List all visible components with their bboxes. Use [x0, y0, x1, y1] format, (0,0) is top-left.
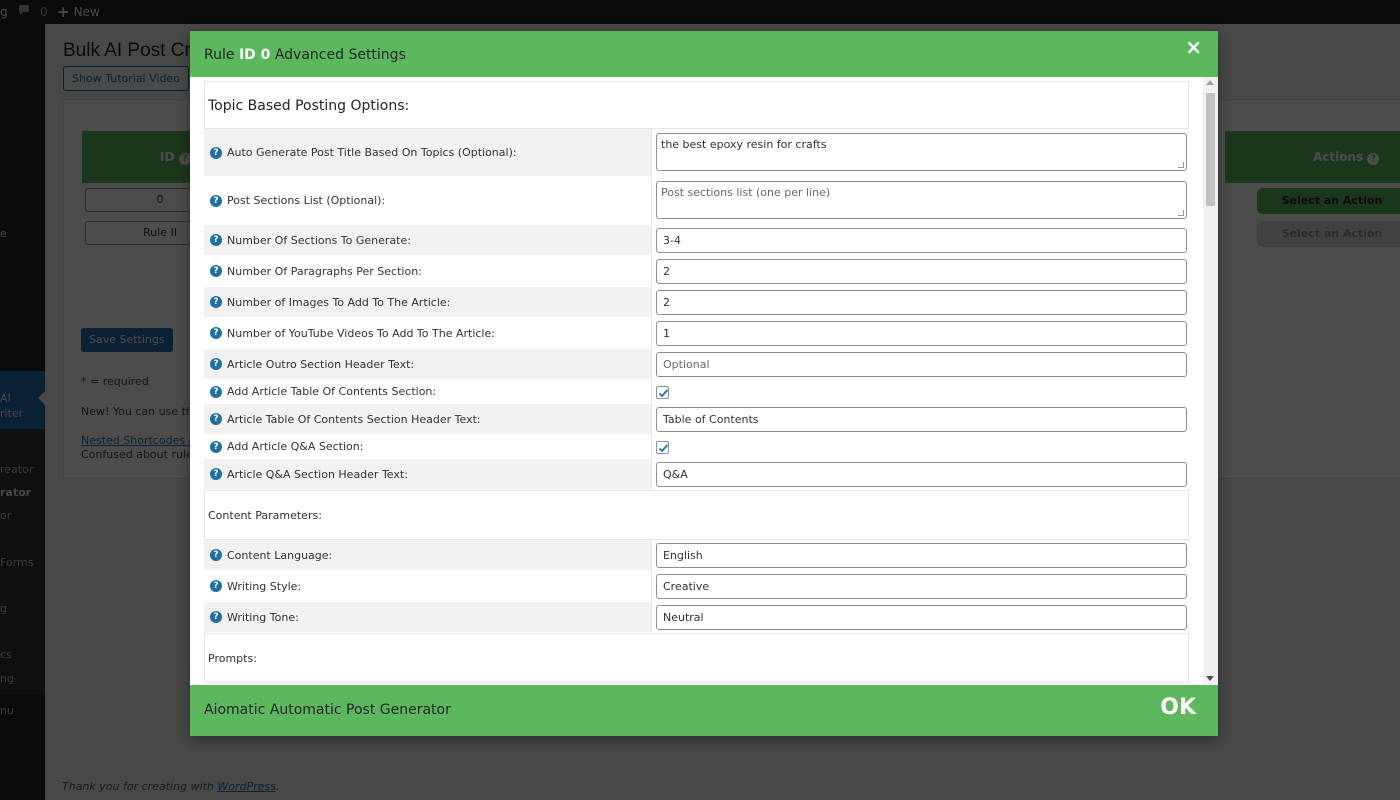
toc-header-input[interactable]: Table of Contents: [656, 407, 1187, 432]
setting-label: [204, 540, 651, 570]
label-text: Writing Tone:: [227, 610, 299, 624]
label-text: Add Article Table Of Contents Section:: [227, 385, 437, 398]
setting-value: [651, 349, 1189, 379]
setting-value: [651, 404, 1189, 434]
setting-row: [204, 177, 1189, 225]
modal-header: [190, 31, 1218, 77]
setting-row: [204, 380, 1189, 404]
writing-tone-input[interactable]: Neutral: [656, 605, 1187, 630]
label-text: Article Q&A Section Header Text:: [227, 467, 408, 481]
scrollbar-thumb[interactable]: [1206, 93, 1215, 206]
setting-label: [204, 129, 651, 176]
help-icon[interactable]: ?: [210, 468, 222, 480]
modal-title-prefix: Rule: [204, 47, 239, 63]
help-icon[interactable]: ?: [210, 358, 222, 370]
setting-row: [204, 459, 1189, 490]
setting-row: [204, 435, 1189, 459]
setting-value: [651, 602, 1189, 632]
help-icon[interactable]: ?: [210, 327, 222, 339]
setting-label: [204, 349, 651, 379]
qa-header-input[interactable]: Q&A: [656, 462, 1187, 487]
setting-label: [204, 287, 651, 317]
section-header: [204, 490, 1189, 540]
num-images-input[interactable]: 2: [656, 290, 1187, 315]
setting-value: [651, 318, 1189, 348]
setting-row: [204, 287, 1189, 318]
setting-label: [204, 256, 651, 286]
setting-value: [651, 256, 1189, 286]
setting-value: [651, 129, 1189, 176]
label-text: Post Sections List (Optional):: [227, 194, 386, 207]
setting-row: [204, 404, 1189, 435]
setting-label: [204, 225, 651, 255]
setting-value: [651, 435, 1189, 458]
num-paragraphs-input[interactable]: 2: [656, 259, 1187, 284]
help-icon[interactable]: ?: [210, 386, 222, 398]
setting-label: [204, 435, 651, 458]
setting-label: [204, 318, 651, 348]
outro-header-input[interactable]: Optional: [656, 352, 1187, 377]
footer-title: Aiomatic Automatic Post Generator: [204, 702, 451, 718]
resize-grip-icon[interactable]: [1178, 162, 1184, 168]
setting-label: [204, 602, 651, 632]
advanced-settings-modal: [190, 31, 1218, 736]
scroll-down-icon[interactable]: [1206, 676, 1214, 681]
label-text: Content Language:: [227, 548, 333, 562]
modal-scrollbar[interactable]: [1203, 77, 1218, 685]
help-icon[interactable]: ?: [210, 234, 222, 246]
settings-table: [204, 81, 1189, 683]
setting-label: [204, 459, 651, 489]
setting-label: [204, 380, 651, 403]
qa-checkbox[interactable]: [656, 441, 669, 454]
setting-row: [204, 129, 1189, 177]
modal-title: [204, 47, 406, 63]
setting-label: [204, 177, 651, 224]
num-sections-input[interactable]: 3-4: [656, 228, 1187, 253]
section-header: [204, 81, 1189, 129]
setting-row: [204, 256, 1189, 287]
setting-row: [204, 225, 1189, 256]
setting-row: [204, 318, 1189, 349]
scroll-up-icon[interactable]: [1206, 80, 1214, 85]
setting-value: [651, 571, 1189, 601]
modal-body: [190, 77, 1218, 685]
setting-row: [204, 571, 1189, 602]
auto-title-textarea[interactable]: [656, 133, 1187, 171]
help-icon[interactable]: ?: [210, 147, 222, 159]
help-icon[interactable]: ?: [210, 413, 222, 425]
label-text: Article Table Of Contents Section Header Text:: [227, 412, 481, 426]
label-text: Number of Images To Add To The Article:: [227, 295, 451, 309]
setting-value: [651, 177, 1189, 224]
help-icon[interactable]: ?: [210, 265, 222, 277]
label-text: Number Of Sections To Generate:: [227, 233, 411, 247]
checkmark-icon: [657, 387, 670, 400]
help-icon[interactable]: ?: [210, 549, 222, 561]
label-text: Writing Style:: [227, 579, 302, 593]
help-icon[interactable]: ?: [210, 580, 222, 592]
section-header: [204, 633, 1189, 683]
setting-value: [651, 225, 1189, 255]
ok-button[interactable]: OK: [1160, 695, 1196, 720]
sections-list-textarea[interactable]: [656, 181, 1187, 219]
section-title: Topic Based Posting Options:: [208, 98, 410, 114]
checkmark-icon: [657, 442, 670, 455]
setting-label: [204, 571, 651, 601]
setting-row: [204, 349, 1189, 380]
setting-value: [651, 540, 1189, 570]
content-language-input[interactable]: English: [656, 543, 1187, 568]
modal-footer: [190, 685, 1218, 736]
textarea-text: the best epoxy resin for crafts: [661, 138, 827, 151]
label-text: Add Article Q&A Section:: [227, 440, 364, 453]
setting-value: [651, 287, 1189, 317]
writing-style-input[interactable]: Creative: [656, 574, 1187, 599]
label-text: Number Of Paragraphs Per Section:: [227, 264, 422, 278]
help-icon[interactable]: ?: [210, 296, 222, 308]
label-text: Auto Generate Post Title Based On Topics (Optional):: [227, 146, 517, 159]
label-text: Article Outro Section Header Text:: [227, 357, 415, 371]
resize-grip-icon[interactable]: [1178, 210, 1184, 216]
setting-row: [204, 540, 1189, 571]
prompts-title: Prompts:: [208, 652, 257, 665]
toc-checkbox[interactable]: [656, 386, 669, 399]
setting-value: [651, 380, 1189, 403]
label-text: Number of YouTube Videos To Add To The Article:: [227, 326, 495, 340]
textarea-placeholder: Post sections list (one per line): [661, 186, 831, 199]
setting-label: [204, 404, 651, 434]
help-icon[interactable]: ?: [210, 611, 222, 623]
help-icon[interactable]: ?: [210, 441, 222, 453]
num-videos-input[interactable]: 1: [656, 321, 1187, 346]
modal-title-rule-id: ID 0: [238, 47, 271, 63]
close-icon[interactable]: ×: [1185, 35, 1202, 59]
setting-row: [204, 602, 1189, 633]
modal-title-suffix: Advanced Settings: [270, 47, 406, 63]
content-params-title: Content Parameters:: [208, 509, 322, 522]
setting-value: [651, 459, 1189, 489]
help-icon[interactable]: ?: [210, 195, 222, 207]
